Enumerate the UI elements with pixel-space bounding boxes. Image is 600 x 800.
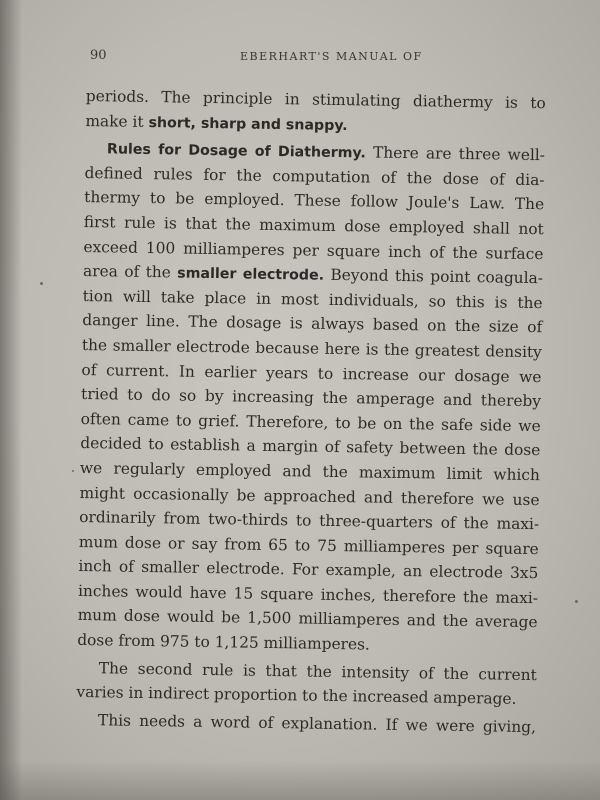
text-line: inch of smaller electrode. For example, an electrode 3x5 [78, 557, 539, 583]
text-line: we regularly employed and the maximum limit which [79, 458, 541, 485]
text-line: of current. In earlier years to increase our dosage we [81, 360, 542, 386]
text-line: tion will take place in most individuals, so this is the [82, 286, 543, 312]
paragraph-1 [85, 84, 546, 140]
text-line: dose from 975 to 1,125 milliamperes. [77, 630, 371, 654]
text-line: ordinarily from two-thirds to three-quarters of the maxi- [79, 508, 540, 534]
text-line: tried to do so by increasing the amperage and thereby [80, 385, 542, 411]
paragraph-2 [77, 136, 545, 660]
binding-shadow [0, 0, 22, 800]
text-line: inches would have 15 square inches, therefore the maxi- [77, 581, 539, 608]
text-line: thermy to be employed. These follow Joule's Law. The [84, 188, 545, 214]
text-line: decided to establish a margin of safety between the dose [80, 434, 541, 460]
page-header [90, 48, 540, 70]
emphasis-text: smaller electrode. [177, 265, 325, 284]
text-line: often came to grief. Therefore, to be on the safe side we [80, 409, 541, 435]
paper-speck [40, 282, 43, 285]
paragraph-3 [76, 656, 537, 712]
text-line: area of the smaller electrode. Beyond this point coagula- [82, 262, 544, 288]
text-line: defined rules for the computation of the dose of dia- [84, 163, 545, 189]
text-line: This needs a word of explanation. If we were giving, [97, 711, 537, 736]
running-head: EBERHART'S MANUAL OF [240, 50, 423, 63]
emphasis-text: short, sharp and snappy. [148, 114, 348, 134]
paper-speck [72, 470, 74, 472]
bottom-shadow [0, 760, 600, 800]
text-line: first rule is that the maximum dose employed shall not [83, 212, 544, 239]
body-text [76, 84, 546, 740]
text-line: varies in indirect proportion to the increased amperage. [76, 683, 517, 709]
text-line: the smaller electrode because here is the greatest density [81, 335, 542, 362]
section-heading: Rules for Dosage of Diathermy. [106, 141, 366, 162]
paper-speck [575, 600, 578, 603]
text-line: periods. The principle in stimulating diathermy is to [85, 86, 546, 113]
text-line: might occasionally be approached and therefore we use [79, 483, 540, 509]
text-line: exceed 100 milliamperes per square inch of the surface [83, 237, 544, 263]
page-number: 90 [90, 48, 107, 63]
text-line: danger line. The dosage is always based on the size of [82, 311, 543, 337]
text-line: mum dose would be 1,500 milliamperes and the average [77, 606, 538, 632]
text-line: make it short, sharp and snappy. [85, 111, 348, 134]
text-line: mum dose or say from 65 to 75 milliamperes per square [78, 532, 539, 558]
text-line: The second rule is that the intensity of the current [98, 658, 537, 684]
text-line: Rules for Dosage of Diathermy. There are three well- [106, 141, 546, 165]
